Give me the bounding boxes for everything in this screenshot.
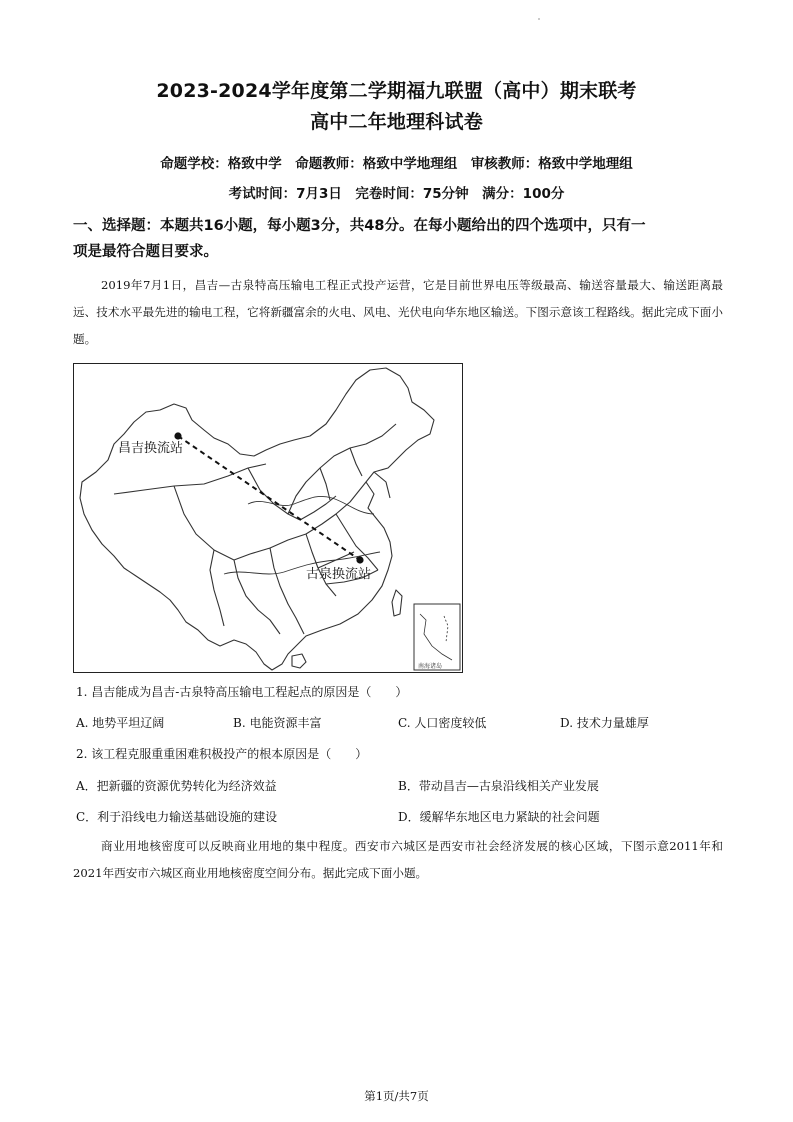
section-heading-line1: 一、选择题：本题共16小题，每小题3分，共48分。在每小题给出的四个选项中，只有一 — [73, 218, 646, 234]
section-heading-line2: 项是最符合题目要求。 — [73, 244, 218, 260]
station-end-dot — [356, 556, 363, 563]
station-start-label: 昌吉换流站 — [118, 440, 184, 455]
province-boundary — [374, 472, 390, 498]
passage-1: 2019年7月1日，昌吉—古泉特高压输电工程正式投产运营，它是目前世界电压等级最高、输送容量最大、输送距离最远、技术水平最先进的输电工程，它将新疆富余的火电、风电、光伏电向华东地区输送。下图示意该工程路线。据此完成下面小题。 — [73, 278, 723, 346]
province-boundary — [234, 482, 366, 560]
province-boundary — [306, 534, 336, 596]
province-boundary — [114, 464, 266, 494]
province-boundary — [320, 468, 330, 500]
q2-option-d: D．缓解华东地区电力紧缺的社会问题 — [398, 810, 600, 824]
q2-option-b: B．带动昌吉—古泉沿线相关产业发展 — [398, 779, 599, 793]
china-map-figure — [74, 364, 462, 672]
passage-2: 商业用地核密度可以反映商业用地的集中程度。西安市六城区是西安市社会经济发展的核心区域，下图示意2011年和2021年西安市六城区商业用地核密度空间分布。据此完成下面小题。 — [73, 839, 723, 880]
section-heading — [73, 213, 723, 265]
province-boundary — [234, 560, 280, 634]
exam-time-info: 考试时间：7月3日 完卷时间：75分钟 满分：100分 — [228, 186, 565, 202]
q1-option-b: B. 电能资源丰富 — [233, 716, 322, 730]
province-boundary — [248, 468, 300, 520]
province-boundary — [270, 548, 304, 634]
station-start-dot — [174, 432, 181, 439]
q2-option-a: A．把新疆的资源优势转化为经济效益 — [76, 779, 277, 793]
province-boundary — [350, 448, 362, 476]
exam-authors: 命题学校：格致中学 命题教师：格致中学地理组 审核教师：格致中学地理组 — [160, 156, 633, 172]
q1-option-d: D. 技术力量雄厚 — [560, 716, 649, 730]
scan-dot — [538, 18, 540, 20]
province-boundary — [210, 550, 224, 626]
page-number: 第1页/共7页 — [364, 1089, 429, 1103]
transmission-route-map — [73, 363, 463, 673]
taiwan-island — [392, 590, 402, 616]
q2-option-c: C．利于沿线电力输送基础设施的建设 — [76, 810, 278, 824]
country-outline — [80, 368, 434, 670]
south-china-sea-inset — [414, 604, 460, 670]
inset-label: 南海诸岛 — [418, 664, 443, 670]
river — [248, 496, 374, 514]
hainan-island — [292, 654, 306, 668]
question-2-stem: 2. 该工程克服重重困难积极投产的根本原因是（ ） — [76, 747, 368, 761]
q1-option-c: C. 人口密度较低 — [398, 716, 487, 730]
province-boundary — [174, 486, 234, 560]
exam-title: 2023-2024学年度第二学期福九联盟（高中）期末联考 — [156, 80, 637, 102]
exam-subtitle: 高中二年地理科试卷 — [310, 111, 483, 133]
station-end-label: 古泉换流站 — [306, 566, 372, 581]
question-1-stem: 1. 昌吉能成为昌吉-古泉特高压输电工程起点的原因是（ ） — [76, 685, 408, 699]
q1-option-a: A. 地势平坦辽阔 — [76, 716, 165, 730]
